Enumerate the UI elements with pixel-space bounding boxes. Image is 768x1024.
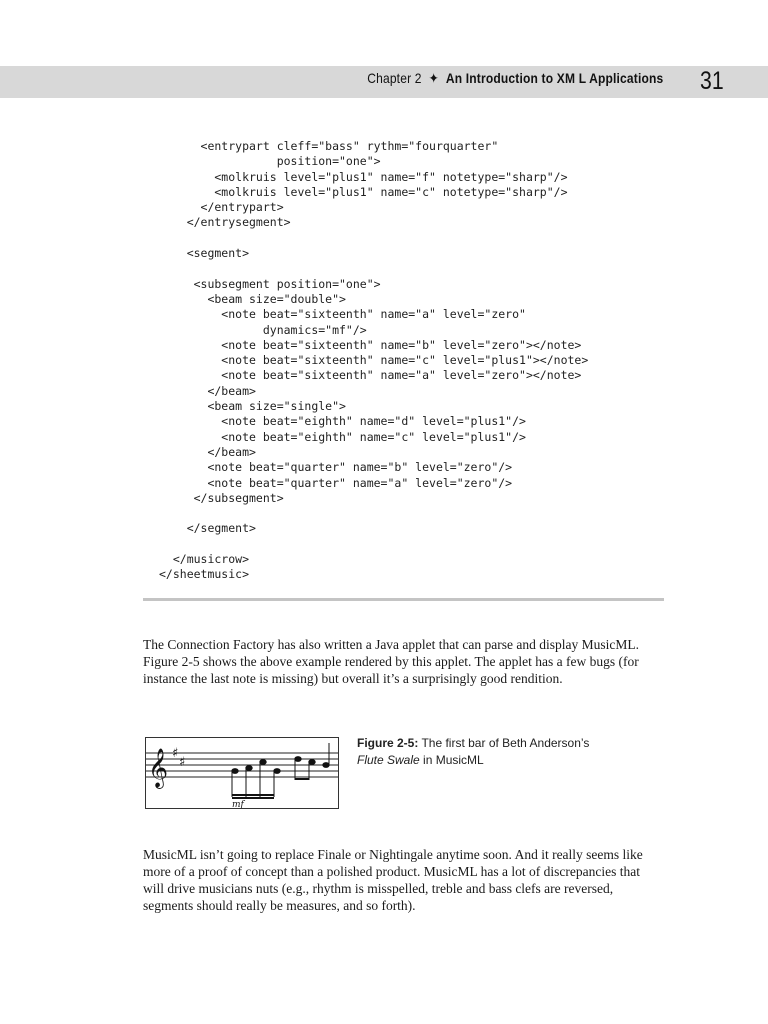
code-line bbox=[159, 231, 588, 246]
code-line: <subsegment position="one"> bbox=[159, 276, 381, 291]
caption-text-end: in MusicML bbox=[419, 753, 484, 767]
code-line: <note beat="sixteenth" name="a" level="zero"></note> bbox=[159, 368, 582, 383]
code-line: </segment> bbox=[159, 521, 256, 536]
music-staff-image bbox=[146, 738, 338, 808]
code-line: <entrypart cleff="bass" rythm="fourquarter" bbox=[159, 139, 499, 153]
code-line: <note beat="eighth" name="c" level="plus1"/> bbox=[159, 429, 526, 444]
code-line: </entrypart> bbox=[159, 200, 284, 215]
caption-text: The first bar of Beth Anderson’s bbox=[418, 736, 590, 750]
caption-title: Flute Swale bbox=[357, 753, 420, 767]
code-line: <molkruis level="plus1" name="f" notetype="sharp"/> bbox=[159, 169, 568, 184]
code-line: <note beat="eighth" name="d" level="plus1"/> bbox=[159, 414, 526, 429]
code-line: <beam size="single"> bbox=[159, 399, 346, 414]
body-paragraph-2: MusicML isn’t going to replace Finale or Nightingale anytime soon. And it really seems like more of a proof of concept than a polished product. MusicML has a lot of discrepancies that will drive musicians nuts (e.g., rhythm is misspelled, treble and bass clefs are reversed, segments should really be measures, and so forth). bbox=[143, 847, 643, 913]
code-line bbox=[159, 537, 588, 552]
dynamics-marking: mf bbox=[232, 800, 244, 808]
listing-end-rule bbox=[143, 598, 664, 601]
xml-code-listing bbox=[159, 139, 588, 583]
code-line: </subsegment> bbox=[159, 490, 284, 505]
code-line: </beam> bbox=[159, 444, 256, 459]
running-header-title bbox=[367, 70, 663, 87]
code-line: </beam> bbox=[159, 383, 256, 398]
page-number: 31 bbox=[700, 67, 724, 95]
code-line bbox=[159, 506, 588, 521]
code-line: position="one"> bbox=[159, 154, 381, 169]
code-line: </musicrow> bbox=[159, 552, 250, 567]
code-line: <note beat="quarter" name="b" level="zero"/> bbox=[159, 460, 513, 475]
code-line: </entrysegment> bbox=[159, 215, 291, 230]
key-sharp-icon: ♯ bbox=[172, 746, 179, 761]
key-sharp-icon-2: ♯ bbox=[179, 755, 186, 770]
code-line: <beam size="double"> bbox=[159, 291, 346, 306]
chapter-label: Chapter 2 bbox=[366, 70, 422, 86]
code-line: <note beat="sixteenth" name="b" level="zero"></note> bbox=[159, 337, 582, 352]
code-line: <segment> bbox=[159, 246, 250, 261]
figure-2-5-music-staff bbox=[145, 737, 339, 809]
code-line: <note beat="quarter" name="a" level="zero"/> bbox=[159, 475, 513, 490]
code-line: </sheetmusic> bbox=[159, 567, 250, 582]
code-line: <note beat="sixteenth" name="c" level="plus1"></note> bbox=[159, 353, 589, 368]
figure-label: Figure 2-5: bbox=[357, 736, 419, 750]
chapter-title: An Introduction to XM L Applications bbox=[445, 70, 663, 86]
separator-glyph: ✦ bbox=[428, 70, 439, 86]
code-line: dynamics="mf"/> bbox=[159, 322, 367, 337]
body-paragraph-1: The Connection Factory has also written a Java applet that can parse and display MusicML. Figure 2-5 shows the above example rendered by this applet. The applet has a few bugs (for instance the last note is missing) but overall it’s a surprisingly good rendition. bbox=[143, 637, 639, 686]
treble-clef-icon: 𝄞 bbox=[148, 748, 169, 788]
running-header bbox=[0, 66, 768, 98]
figure-caption bbox=[357, 735, 597, 769]
code-line bbox=[159, 261, 588, 276]
code-line: <molkruis level="plus1" name="c" notetype="sharp"/> bbox=[159, 184, 568, 199]
code-line: <note beat="sixteenth" name="a" level="zero" bbox=[159, 307, 526, 322]
